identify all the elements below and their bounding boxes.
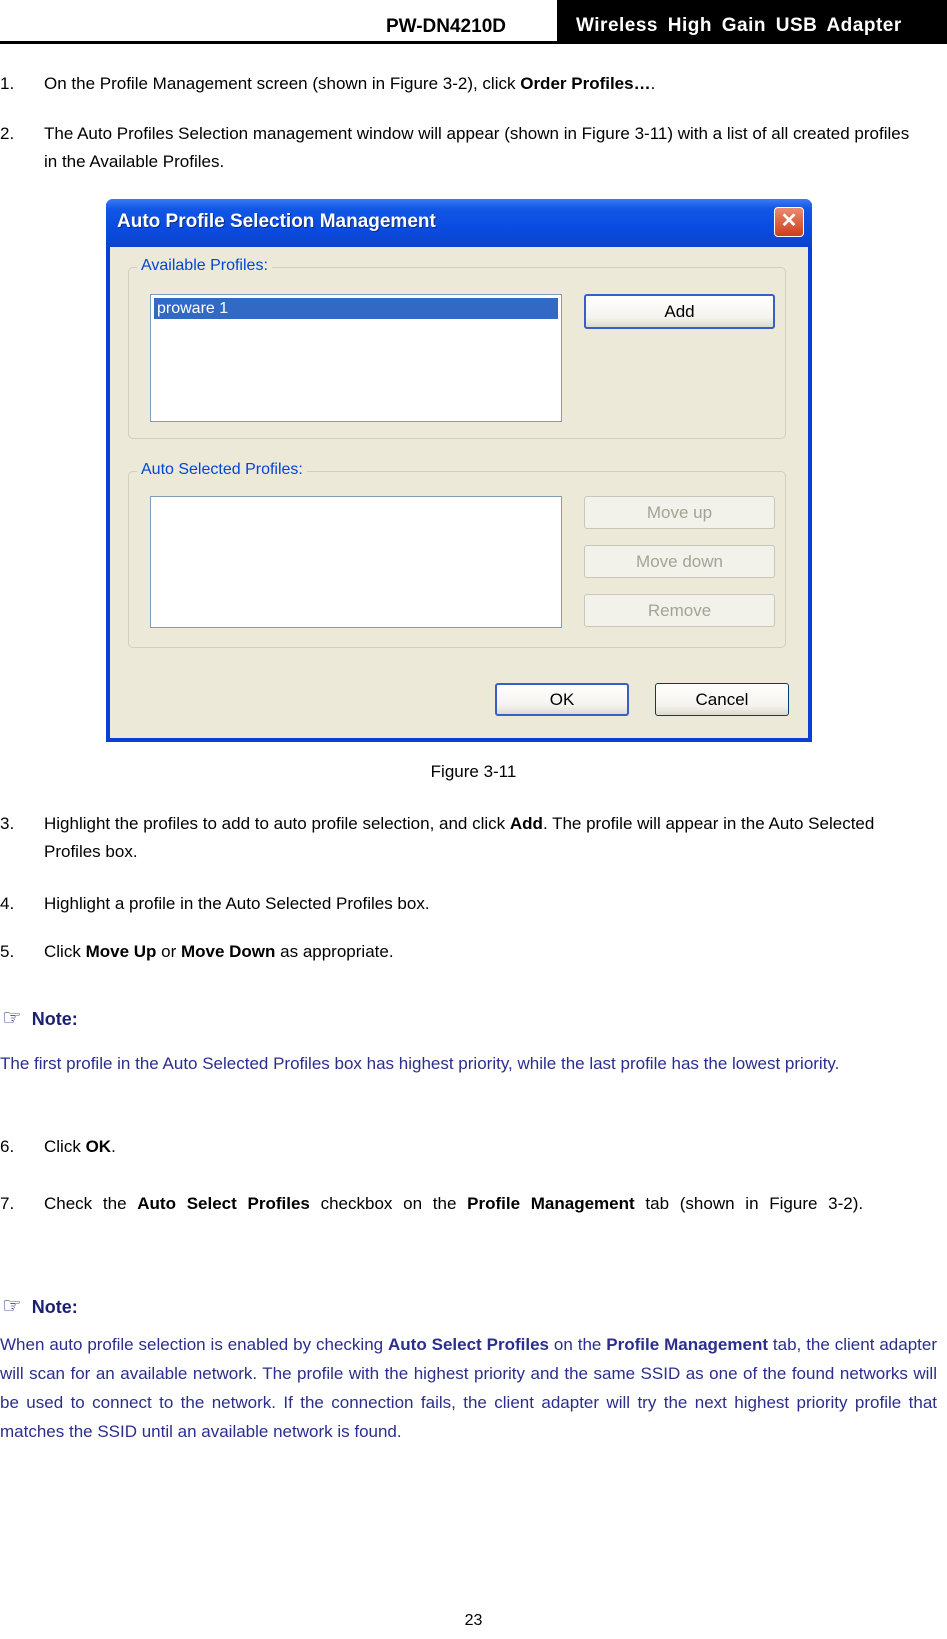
note-text: When auto profile selection is enabled by checking Auto Select Profiles on the Profile Management tab, the client adapter will scan for an available network. The profile with the highest priority and the same SSID as one of the found networks will be used to connect to the network. If the connection fails, the client adapter will try the next highest priority profile that matches the SSID until an available network is found. (0, 1335, 937, 1441)
step-text: On the Profile Management screen (shown in Figure 3-2), click Order Profiles…. (44, 74, 656, 93)
note-heading: ☞ Note: (2, 1293, 78, 1318)
step-text: Highlight the profiles to add to auto profile selection, and click Add. The profile will appear in the Auto Selected Profiles box. (44, 814, 875, 861)
page-number: 23 (464, 1612, 483, 1629)
header-model: PW-DN4210D (386, 16, 506, 37)
header-product: Wireless High Gain USB Adapter (576, 15, 902, 36)
available-profiles-list[interactable] (150, 294, 562, 422)
move-up-button[interactable]: Move up (584, 496, 775, 529)
step-number: 6. (0, 1137, 15, 1156)
ok-button[interactable]: OK (495, 683, 629, 716)
step-text: Click OK. (44, 1137, 116, 1156)
step-number: 7. (0, 1194, 15, 1213)
step-number: 3. (0, 814, 15, 833)
auto-selected-profiles-group (128, 461, 786, 648)
dialog-title: Auto Profile Selection Management (117, 211, 436, 232)
available-profiles-group (128, 257, 786, 439)
step-number: 4. (0, 894, 15, 913)
auto-selected-profiles-label: Auto Selected Profiles: (137, 461, 307, 479)
step-text: Click Move Up or Move Down as appropriate. (44, 942, 394, 961)
pointing-hand-icon: ☞ (2, 1293, 22, 1318)
available-profiles-label: Available Profiles: (137, 257, 272, 275)
dialog-window (106, 199, 812, 742)
step-text: Highlight a profile in the Auto Selected Profiles box. (44, 894, 430, 913)
list-item-selected[interactable]: proware 1 (154, 298, 558, 319)
step-number: 1. (0, 74, 15, 93)
note-heading: ☞ Note: (2, 1005, 78, 1030)
step-number: 2. (0, 124, 15, 143)
move-down-button[interactable]: Move down (584, 545, 775, 578)
step-text: Check the Auto Select Profiles checkbox on the Profile Management tab (shown in Figure 3-2). (44, 1194, 864, 1213)
cancel-button[interactable]: Cancel (655, 683, 789, 716)
dialog-client-area (110, 247, 808, 738)
close-icon[interactable]: ✕ (774, 207, 804, 237)
step-text: The Auto Profiles Selection management window will appear (shown in Figure 3-11) with a list of all created profiles in the Available Profiles. (44, 124, 910, 171)
dialog-titlebar (106, 199, 812, 247)
add-button[interactable]: Add (584, 294, 775, 329)
auto-selected-profiles-list[interactable] (150, 496, 562, 628)
header-product-box (557, 0, 947, 44)
pointing-hand-icon: ☞ (2, 1005, 22, 1030)
header-rule (0, 41, 947, 44)
remove-button[interactable]: Remove (584, 594, 775, 627)
figure-caption: Figure 3-11 (430, 762, 517, 781)
figure-dialog-screenshot (106, 199, 812, 742)
note-text: The first profile in the Auto Selected Profiles box has highest priority, while the last profile has the lowest priority. (0, 1054, 840, 1073)
step-number: 5. (0, 942, 15, 961)
page-header (0, 0, 947, 44)
